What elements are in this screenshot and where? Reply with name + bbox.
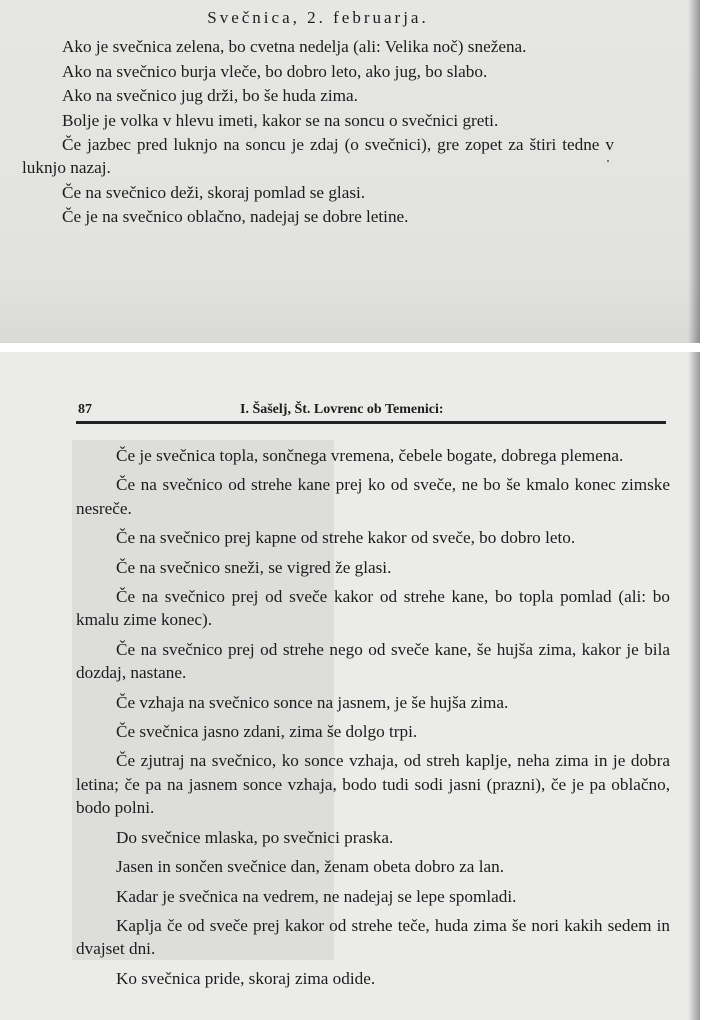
top-page-text bbox=[22, 6, 614, 230]
proverb: Kaplja če od sveče prej kakor od strehe teče, huda zima še nori kakih sedem in dvajset dni. bbox=[76, 915, 670, 959]
proverb: Če svečnica jasno zdani, zima še dolgo trpi. bbox=[116, 722, 418, 742]
bottom-page-scan bbox=[0, 352, 700, 1020]
proverb: Ako na svečnico burja vleče, bo dobro leto, ako jug, bo slabo. bbox=[62, 61, 488, 81]
proverb: Če na svečnico prej od sveče kakor od strehe kane, bo topla pomlad (ali: bo kmalu zime konec). bbox=[76, 587, 670, 630]
proverb: Če zjutraj na svečnico, ko sonce vzhaja, od streh kaplje, neha zima in je dobra letina; če pa na jasnem sonce vzhaja, bodo tudi sodi jasni (prazni), če je pa oblačno, bodo polni. bbox=[76, 751, 670, 818]
proverb: Če vzhaja na svečnico sonce na jasnem, je še hujša zima. bbox=[116, 692, 509, 712]
running-head: I. Šašelj, Št. Lovrenc ob Temenici: bbox=[240, 402, 444, 417]
proverb: Če na svečnico od strehe kane prej ko od sveče, ne bo še kmalo konec zimske nesreče. bbox=[76, 475, 670, 518]
top-page-scan bbox=[0, 0, 700, 343]
proverb: Ako na svečnico jug drži, bo še huda zima. bbox=[62, 86, 358, 106]
page-edge-shadow bbox=[688, 352, 700, 1020]
proverb: Kadar je svečnica na vedrem, ne nadejaj se lepe spomladi. bbox=[116, 886, 517, 906]
proverb: Ko svečnica pride, skoraj zima odide. bbox=[116, 968, 376, 988]
header-rule bbox=[76, 421, 666, 424]
proverb: Bolje je volka v hlevu imeti, kakor se na soncu o svečnici greti. bbox=[62, 110, 499, 130]
proverb: Jasen in sončen svečnice dan, ženam obeta dobro za lan. bbox=[116, 857, 504, 877]
section-title: Svečnica, 2. februarja. bbox=[207, 8, 429, 27]
proverb: Če na svečnico deži, skoraj pomlad se glasi. bbox=[62, 182, 366, 202]
proverb: Ako je svečnica zelena, bo cvetna nedelja (ali: Velika noč) snežena. bbox=[62, 37, 527, 57]
proverb: Če jazbec pred luknjo na soncu je zdaj (o svečnici), gre zopet za štiri tedne v luknjo nazaj. bbox=[22, 135, 614, 178]
page-number: 87 bbox=[78, 402, 92, 417]
scan-speck bbox=[607, 160, 609, 162]
proverb: Če na svečnico sneži, se vigred že glasi. bbox=[116, 557, 392, 577]
proverb: Če na svečnico prej od strehe nego od sveče kane, še hujša zima, kakor je bila dozdaj, nastane. bbox=[76, 639, 670, 683]
page-edge-shadow bbox=[688, 0, 700, 343]
proverb: Če je svečnica topla, sončnega vremena, čebele bogate, dobrega plemena. bbox=[116, 446, 624, 465]
proverb: Do svečnice mlaska, po svečnici praska. bbox=[116, 827, 394, 847]
proverb: Če na svečnico prej kapne od strehe kakor od sveče, bo dobro leto. bbox=[116, 528, 576, 548]
bottom-page-text bbox=[76, 444, 670, 996]
proverb: Če je na svečnico oblačno, nadejaj se dobre letine. bbox=[62, 207, 409, 227]
page-header bbox=[76, 398, 666, 420]
